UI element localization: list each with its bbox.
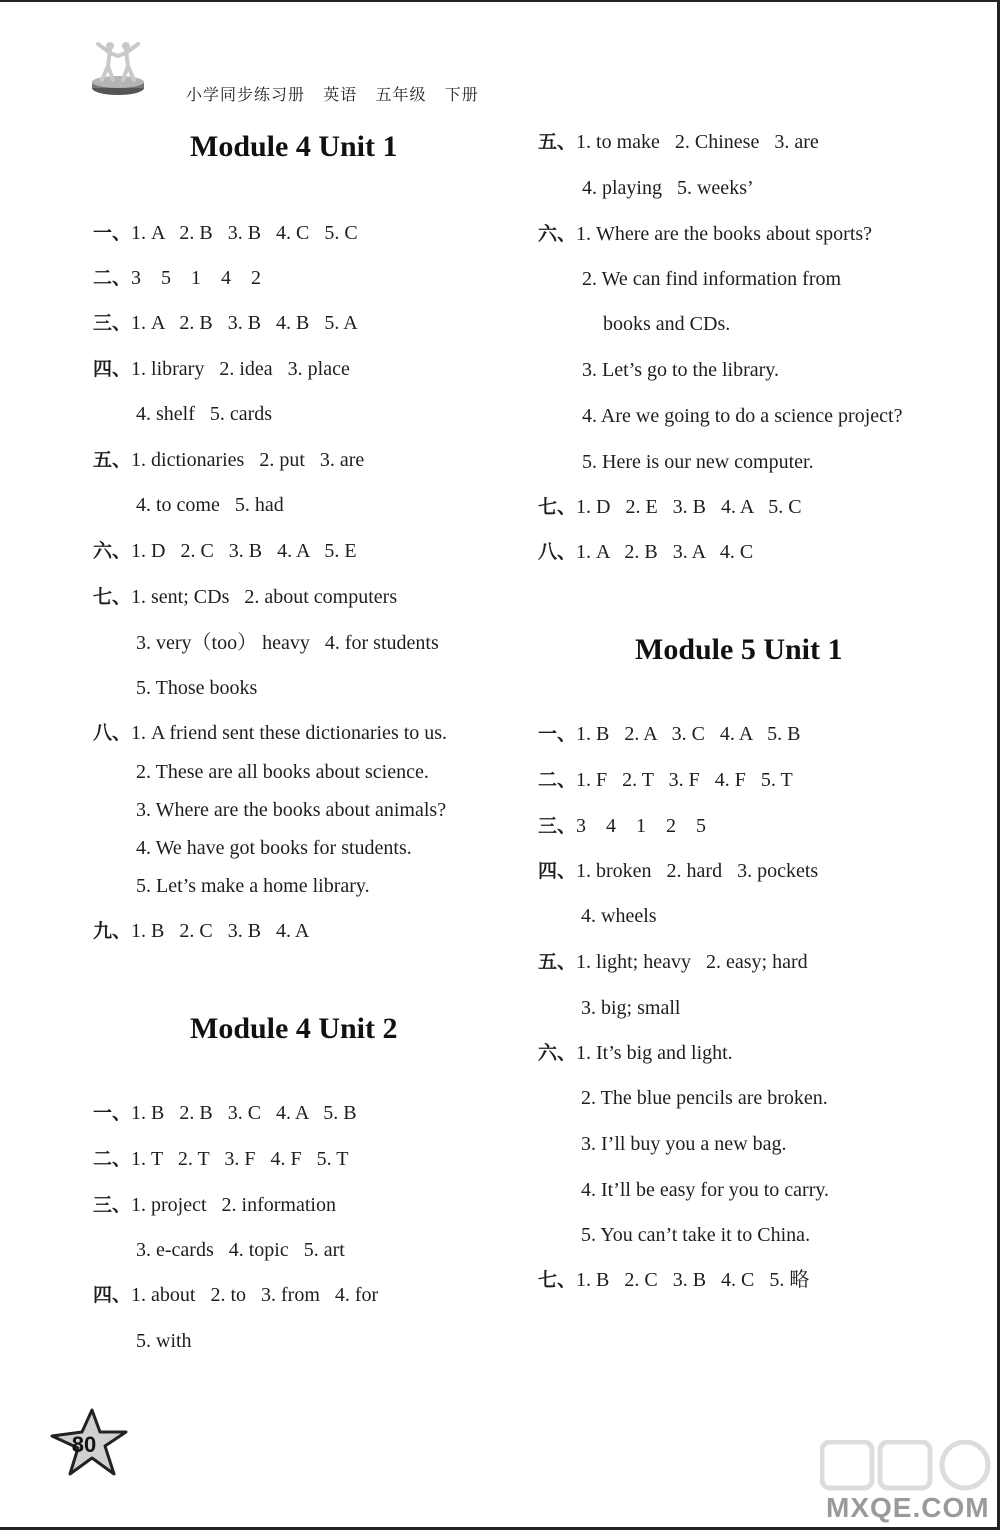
answer-line — [538, 132, 819, 152]
question-marker: 四、 — [93, 1284, 132, 1306]
question-marker: 三、 — [93, 312, 132, 334]
answer-text: 1. Where are the books about sports? — [576, 223, 873, 245]
answer-continuation: 3. I’ll buy you a new bag. — [581, 1133, 787, 1155]
answer-continuation: 4. We have got books for students. — [136, 837, 412, 859]
answer-line — [538, 724, 801, 744]
answer-continuation: 3. big; small — [581, 997, 681, 1019]
question-marker: 一、 — [538, 723, 577, 745]
answer-text: 1. B 2. C 3. B 4. A — [131, 920, 310, 942]
answer-continuation: 4. It’ll be easy for you to carry. — [581, 1179, 830, 1201]
question-marker: 三、 — [538, 815, 577, 837]
answer-line — [538, 816, 706, 836]
answer-text: 1. sent; CDs 2. about computers — [131, 586, 398, 608]
answer-continuation: 3. very（too） heavy 4. for students — [136, 632, 439, 654]
question-marker: 二、 — [93, 1148, 132, 1170]
answer-text: 1. project 2. information — [131, 1194, 336, 1216]
dancers-logo-icon — [88, 38, 148, 100]
answer-continuation: 4. shelf 5. cards — [136, 403, 273, 425]
answer-line — [538, 1043, 733, 1063]
answer-line — [538, 497, 802, 517]
answer-line — [93, 223, 358, 243]
page-number: 80 — [71, 1432, 97, 1457]
answer-text: 1. to make 2. Chinese 3. are — [576, 131, 819, 153]
answer-line — [93, 268, 261, 288]
answer-text: 1. B 2. C 3. B 4. C 5. 略 — [576, 1269, 810, 1291]
question-marker: 五、 — [538, 951, 577, 973]
answer-text: 1. A friend sent these dictionaries to us. — [131, 722, 448, 744]
section-title-module5-unit1: Module 5 Unit 1 — [635, 633, 843, 666]
answer-text: 1. light; heavy 2. easy; hard — [576, 951, 808, 973]
answer-line — [93, 921, 309, 941]
question-marker: 七、 — [538, 496, 577, 518]
book-header: 小学同步练习册 英语 五年级 下册 — [186, 85, 479, 104]
answer-continuation: books and CDs. — [603, 313, 731, 335]
answer-continuation: 4. wheels — [581, 905, 657, 927]
answer-text: 1. T 2. T 3. F 4. F 5. T — [131, 1148, 349, 1170]
answer-line — [93, 313, 358, 333]
question-marker: 六、 — [93, 540, 132, 562]
question-marker: 四、 — [93, 358, 132, 380]
question-marker: 二、 — [538, 769, 577, 791]
question-marker: 三、 — [93, 1194, 132, 1216]
answer-continuation: 4. to come 5. had — [136, 494, 284, 516]
answer-text: 3 4 1 2 5 — [576, 815, 707, 837]
question-marker: 八、 — [538, 541, 577, 563]
question-marker: 九、 — [93, 920, 132, 942]
answer-text: 1. A 2. B 3. B 4. B 5. A — [131, 312, 358, 334]
section-title-module4-unit1: Module 4 Unit 1 — [190, 130, 398, 163]
answer-continuation: 4. Are we going to do a science project? — [582, 405, 903, 427]
answer-line — [93, 587, 397, 607]
answer-line — [93, 1149, 348, 1169]
answer-line — [93, 723, 447, 743]
answer-continuation: 5. Here is our new computer. — [582, 451, 814, 473]
answer-continuation: 2. We can find information from — [582, 268, 842, 290]
question-marker: 一、 — [93, 1102, 132, 1124]
answer-line — [93, 359, 350, 379]
answer-continuation: 3. Where are the books about animals? — [136, 799, 447, 821]
answer-continuation: 4. playing 5. weeks’ — [582, 177, 754, 199]
answer-line — [538, 770, 793, 790]
question-marker: 八、 — [93, 722, 132, 744]
answer-continuation: 5. Let’s make a home library. — [136, 875, 370, 897]
answer-line — [93, 1195, 336, 1215]
answer-text: 1. B 2. B 3. C 4. A 5. B — [131, 1102, 357, 1124]
answer-line — [93, 450, 364, 470]
page-border-top — [0, 0, 1000, 2]
question-marker: 一、 — [93, 222, 132, 244]
question-marker: 五、 — [93, 449, 132, 471]
question-marker: 七、 — [93, 586, 132, 608]
question-marker: 四、 — [538, 860, 577, 882]
answer-continuation: 5. with — [136, 1330, 192, 1352]
question-marker: 五、 — [538, 131, 577, 153]
answer-text: 1. D 2. E 3. B 4. A 5. C — [576, 496, 802, 518]
answer-line — [538, 861, 818, 881]
answer-continuation: 2. These are all books about science. — [136, 761, 429, 783]
answer-text: 1. A 2. B 3. A 4. C — [576, 541, 754, 563]
answer-continuation: 5. Those books — [136, 677, 258, 699]
answer-continuation: 3. e-cards 4. topic 5. art — [136, 1239, 345, 1261]
answer-continuation: 2. The blue pencils are broken. — [581, 1087, 828, 1109]
question-marker: 六、 — [538, 223, 577, 245]
answer-text: 1. dictionaries 2. put 3. are — [131, 449, 365, 471]
answer-text: 1. D 2. C 3. B 4. A 5. E — [131, 540, 357, 562]
question-marker: 二、 — [93, 267, 132, 289]
answer-line — [93, 1285, 378, 1305]
answer-continuation: 3. Let’s go to the library. — [582, 359, 779, 381]
answer-text: 1. A 2. B 3. B 4. C 5. C — [131, 222, 358, 244]
answer-continuation: 5. You can’t take it to China. — [581, 1224, 811, 1246]
answer-line — [93, 541, 357, 561]
answer-line — [538, 952, 808, 972]
answer-text: 3 5 1 4 2 — [131, 267, 262, 289]
answer-text: 1. It’s big and light. — [576, 1042, 733, 1064]
answer-line — [538, 1270, 809, 1290]
answer-text: 1. broken 2. hard 3. pockets — [576, 860, 819, 882]
answer-line — [93, 1103, 357, 1123]
answer-text: 1. B 2. A 3. C 4. A 5. B — [576, 723, 801, 745]
answer-text: 1. library 2. idea 3. place — [131, 358, 350, 380]
answer-line — [538, 224, 872, 244]
section-title-module4-unit2: Module 4 Unit 2 — [190, 1012, 398, 1045]
watermark-text: MXQE.COM — [826, 1492, 990, 1523]
question-marker: 七、 — [538, 1269, 577, 1291]
answer-text: 1. about 2. to 3. from 4. for — [131, 1284, 379, 1306]
answer-text: 1. F 2. T 3. F 4. F 5. T — [576, 769, 793, 791]
answer-line — [538, 542, 753, 562]
question-marker: 六、 — [538, 1042, 577, 1064]
